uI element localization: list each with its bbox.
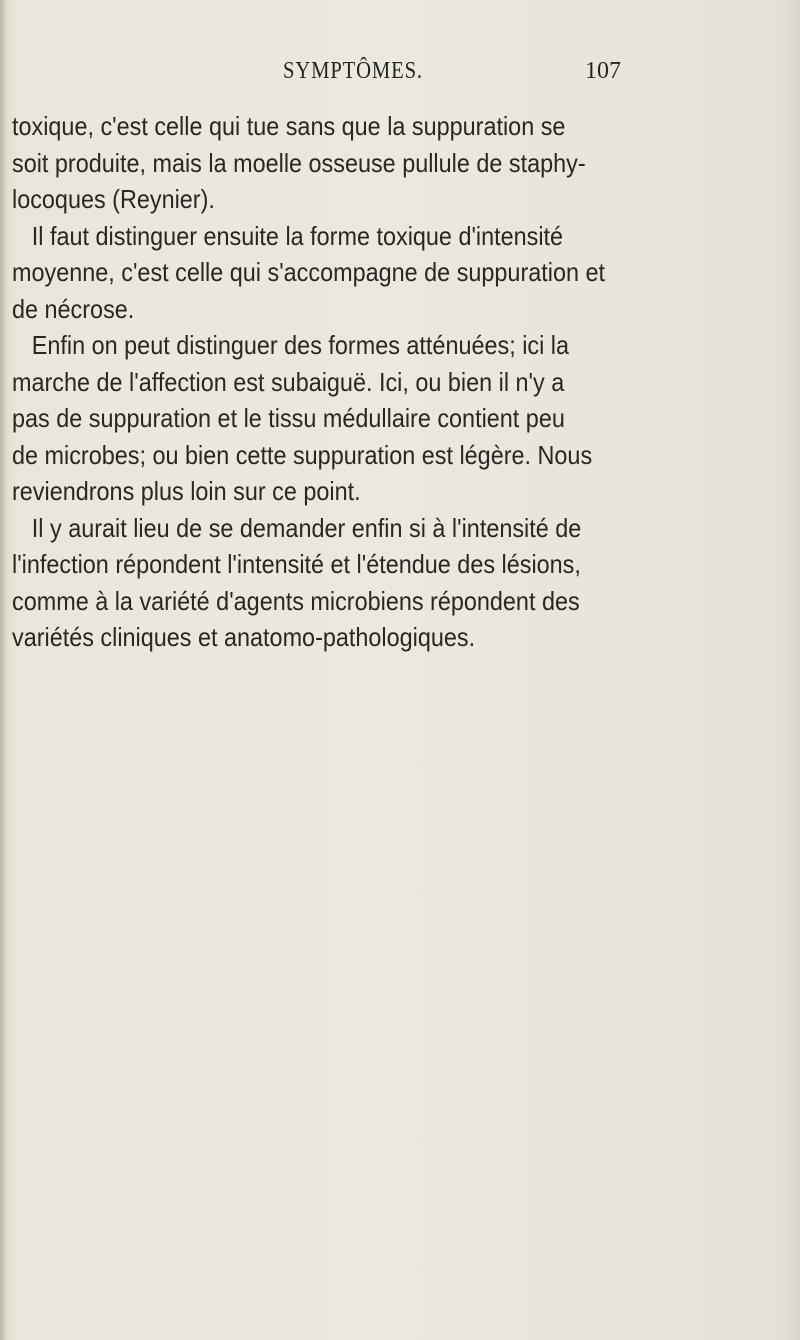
- text-line: de nécrose.: [12, 293, 135, 324]
- paragraph-start-line: Enfin on peut distinguer des formes atténuées; ici la: [31, 330, 570, 360]
- text-line: l'infection répondent l'intensité et l'étendue des lésions,: [12, 549, 581, 579]
- text-line: variétés cliniques et anatomo-pathologiques.: [12, 622, 476, 652]
- text-line: marche de l'affection est subaiguë. Ici, ou bien il n'y a: [12, 366, 565, 397]
- running-title: SYMPTÔMES.: [283, 58, 423, 84]
- text-line: locoques (Reynier).: [12, 184, 215, 214]
- paragraph-start-line: Il faut distinguer ensuite la forme toxique d'intensité: [31, 220, 564, 251]
- running-head: [0, 58, 800, 94]
- text-line: moyenne, c'est celle qui s'accompagne de suppuration et: [12, 257, 606, 287]
- text-line: comme à la variété d'agents microbiens répondent des: [12, 585, 580, 616]
- text-line: pas de suppuration et le tissu médullaire contient peu: [12, 403, 565, 433]
- text-line: de microbes; ou bien cette suppuration est légère. Nous: [12, 439, 593, 470]
- spine-shadow: [0, 0, 8, 1340]
- body-text: [12, 108, 712, 656]
- text-line: soit produite, mais la moelle osseuse pullule de staphy-: [12, 147, 586, 178]
- paragraph-start-line: Il y aurait lieu de se demander enfin si à l'intensité de: [31, 512, 582, 543]
- page-number: 107: [585, 58, 621, 84]
- text-line: toxique, c'est celle qui tue sans que la suppuration se: [12, 111, 566, 141]
- text-line: reviendrons plus loin sur ce point.: [12, 476, 361, 506]
